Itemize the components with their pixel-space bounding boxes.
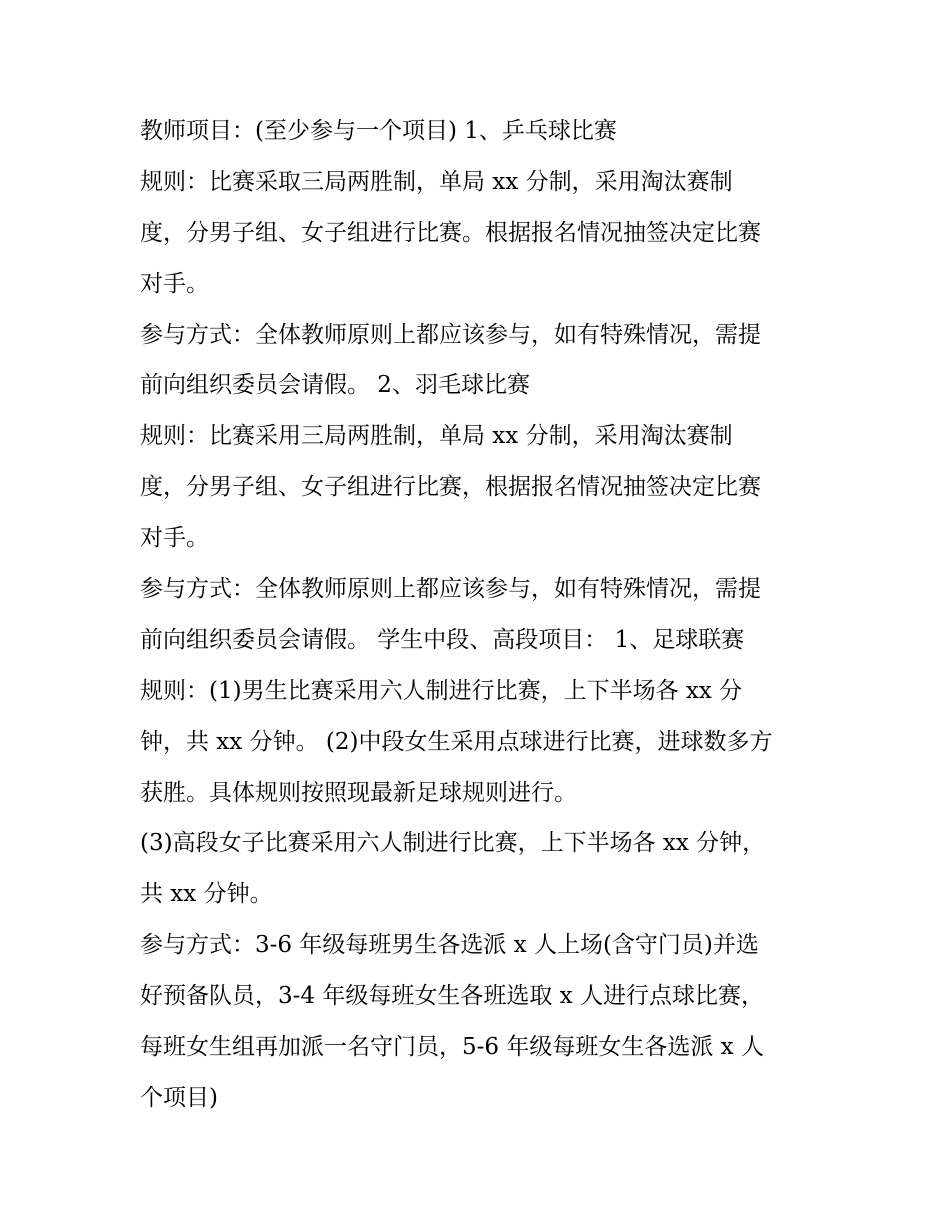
document-body: [140, 106, 830, 1124]
text-line: 规则：比赛采用三局两胜制，单局 xx 分制，采用淘汰赛制: [140, 423, 733, 450]
text-line: 前向组织委员会请假。 学生中段、高段项目： 1、足球联赛: [140, 626, 745, 653]
text-line: 个项目): [140, 1084, 218, 1111]
text-line: 教师项目：(至少参与一个项目) 1、乒乓球比赛: [140, 118, 617, 144]
text-line: 参与方式：全体教师原则上都应该参与，如有特殊情况，需提: [140, 321, 761, 348]
text-line: (3)高段女子比赛采用六人制进行比赛，上下半场各 xx 分钟，: [140, 830, 766, 857]
text-line: 好预备队员，3-4 年级每班女生各班选取 x 人进行点球比赛，: [140, 983, 764, 1010]
text-line: 每班女生组再加派一名守门员，5-6 年级每班女生各选派 x 人: [140, 1034, 764, 1061]
text-line: 前向组织委员会请假。 2、羽毛球比赛: [140, 372, 530, 399]
text-line: 规则：比赛采取三局两胜制，单局 xx 分制，采用淘汰赛制: [140, 168, 733, 195]
text-line: 对手。: [140, 525, 209, 552]
text-line: 钟，共 xx 分钟。 (2)中段女生采用点球进行比赛，进球数多方: [140, 728, 773, 755]
text-line: 对手。: [140, 270, 209, 297]
text-line: 度，分男子组、女子组进行比赛，根据报名情况抽签决定比赛: [140, 474, 761, 501]
text-line: 参与方式：3-6 年级每班男生各选派 x 人上场(含守门员)并选: [140, 932, 759, 959]
text-line: 度，分男子组、女子组进行比赛。根据报名情况抽签决定比赛: [140, 219, 761, 246]
text-line: 规则：(1)男生比赛采用六人制进行比赛，上下半场各 xx 分: [140, 677, 743, 704]
text-line: 获胜。具体规则按照现最新足球规则进行。: [140, 779, 577, 806]
text-line: 参与方式：全体教师原则上都应该参与，如有特殊情况，需提: [140, 576, 761, 603]
text-line: 共 xx 分钟。: [140, 881, 273, 908]
